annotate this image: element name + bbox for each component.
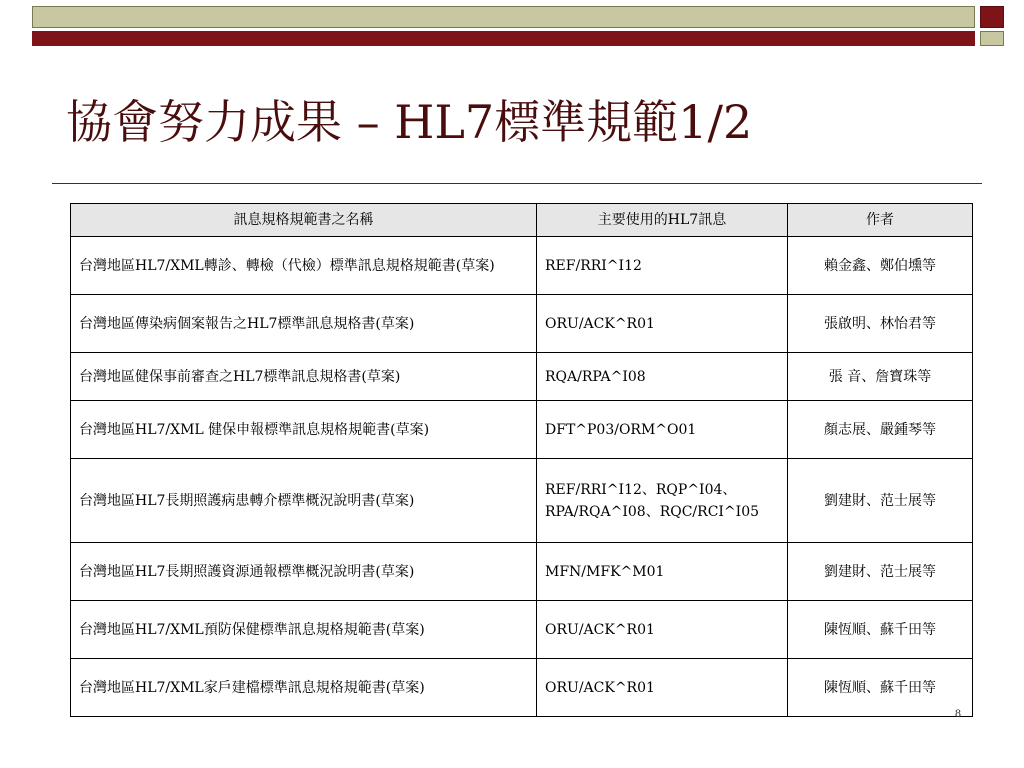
cell-author: 張 音、詹寶珠等 <box>788 353 973 401</box>
cell-hl7-message: DFT^P03/ORM^O01 <box>537 401 788 459</box>
table-row <box>71 601 973 659</box>
header-bar-olive <box>32 6 975 28</box>
cell-spec-name: 台灣地區HL7/XML 健保申報標準訊息規格規範書(草案) <box>71 401 537 459</box>
cell-author: 顏志展、嚴鍾琴等 <box>788 401 973 459</box>
cell-hl7-message: RQA/RPA^I08 <box>537 353 788 401</box>
header-spec-name: 訊息規格規範書之名稱 <box>71 204 537 237</box>
cell-hl7-message: ORU/ACK^R01 <box>537 295 788 353</box>
cell-hl7-message: REF/RRI^I12 <box>537 237 788 295</box>
title-divider <box>52 183 982 184</box>
cell-author: 劉建財、范士展等 <box>788 459 973 543</box>
table-row <box>71 459 973 543</box>
cell-author: 張啟明、林怡君等 <box>788 295 973 353</box>
cell-author: 陳恆順、蘇千田等 <box>788 601 973 659</box>
cell-spec-name: 台灣地區HL7/XML預防保健標準訊息規格規範書(草案) <box>71 601 537 659</box>
table-row <box>71 237 973 295</box>
header-hl7-message: 主要使用的HL7訊息 <box>537 204 788 237</box>
header-author: 作者 <box>788 204 973 237</box>
table-row <box>71 401 973 459</box>
slide-title: 協會努力成果 – HL7標準規範1/2 <box>66 95 753 149</box>
cell-hl7-message: REF/RRI^I12、RQP^I04、RPA/RQA^I08、RQC/RCI^I05 <box>537 459 788 543</box>
cell-hl7-message: ORU/ACK^R01 <box>537 659 788 717</box>
cell-spec-name: 台灣地區傳染病個案報告之HL7標準訊息規格書(草案) <box>71 295 537 353</box>
cell-author: 劉建財、范士展等 <box>788 543 973 601</box>
table-row <box>71 543 973 601</box>
cell-hl7-message: ORU/ACK^R01 <box>537 601 788 659</box>
header-square-red <box>980 6 1004 28</box>
header-square-olive <box>980 31 1004 46</box>
table-row <box>71 353 973 401</box>
cell-spec-name: 台灣地區HL7/XML家戶建檔標準訊息規格規範書(草案) <box>71 659 537 717</box>
table-row <box>71 659 973 717</box>
page-number: 8 <box>955 706 961 720</box>
table-header-row <box>71 204 973 237</box>
cell-spec-name: 台灣地區HL7長期照護資源通報標準概況說明書(草案) <box>71 543 537 601</box>
cell-hl7-message: MFN/MFK^M01 <box>537 543 788 601</box>
cell-author: 陳恆順、蘇千田等 <box>788 659 973 717</box>
cell-spec-name: 台灣地區HL7/XML轉診、轉檢（代檢）標準訊息規格規範書(草案) <box>71 237 537 295</box>
cell-spec-name: 台灣地區HL7長期照護病患轉介標準概況說明書(草案) <box>71 459 537 543</box>
spec-table <box>70 203 973 717</box>
table-row <box>71 295 973 353</box>
header-bar-red <box>32 31 975 46</box>
cell-spec-name: 台灣地區健保事前審查之HL7標準訊息規格書(草案) <box>71 353 537 401</box>
cell-author: 賴金鑫、鄭伯壎等 <box>788 237 973 295</box>
